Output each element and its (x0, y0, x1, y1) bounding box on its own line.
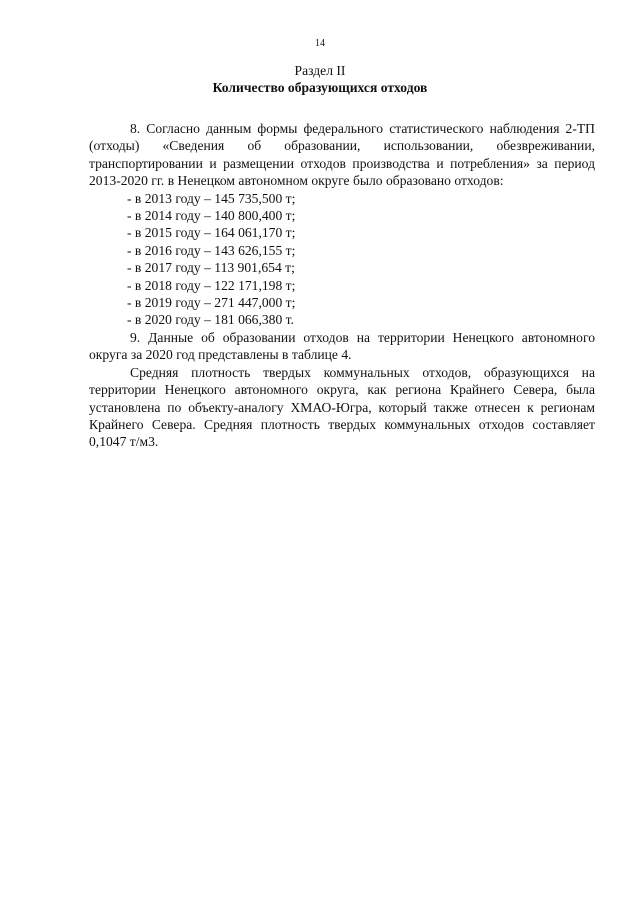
list-item: - в 2018 году – 122 171,198 т; (127, 277, 296, 293)
list-item: - в 2019 году – 271 447,000 т; (127, 295, 296, 311)
paragraph-9: 9. Данные об образовании отходов на территории Ненецкого автономного округа за 2020 год представлены в таблице 4. (89, 329, 595, 363)
section-title: Количество образующихся отходов (212, 80, 428, 95)
paragraph-density: Средняя плотность твердых коммунальных отходов, образующихся на территории Ненецкого автономного округа, как региона Крайнего Севера, была установлена по объекту-аналогу ХМАО-Югра, который также отнесен к регионам Крайнего Севера. Средняя плотность твердых коммунальных отходов составляет 0,1047 т/м3. (89, 364, 595, 450)
paragraph-8: 8. Согласно данным формы федерального статистического наблюдения 2-ТП (отходы) «Сведения об образовании, использовании, обезвреживании, транспортировании и размещении отходов производства и потребления» за период 2013-2020 гг. в Ненецком автономном округе было образовано отходов: (89, 121, 595, 189)
list-item: - в 2014 году – 140 800,400 т; (127, 208, 296, 224)
section-heading: Раздел II (294, 63, 346, 78)
list-item: - в 2017 году – 113 901,654 т; (127, 260, 295, 276)
list-item: - в 2020 году – 181 066,380 т. (127, 312, 294, 328)
list-item: - в 2013 году – 145 735,500 т; (127, 190, 296, 206)
list-item: - в 2016 году – 143 626,155 т; (127, 242, 296, 258)
document-body (89, 120, 595, 451)
page-number: 14 (315, 38, 325, 49)
waste-by-year-list (89, 190, 595, 329)
list-item: - в 2015 году – 164 061,170 т; (127, 225, 296, 241)
